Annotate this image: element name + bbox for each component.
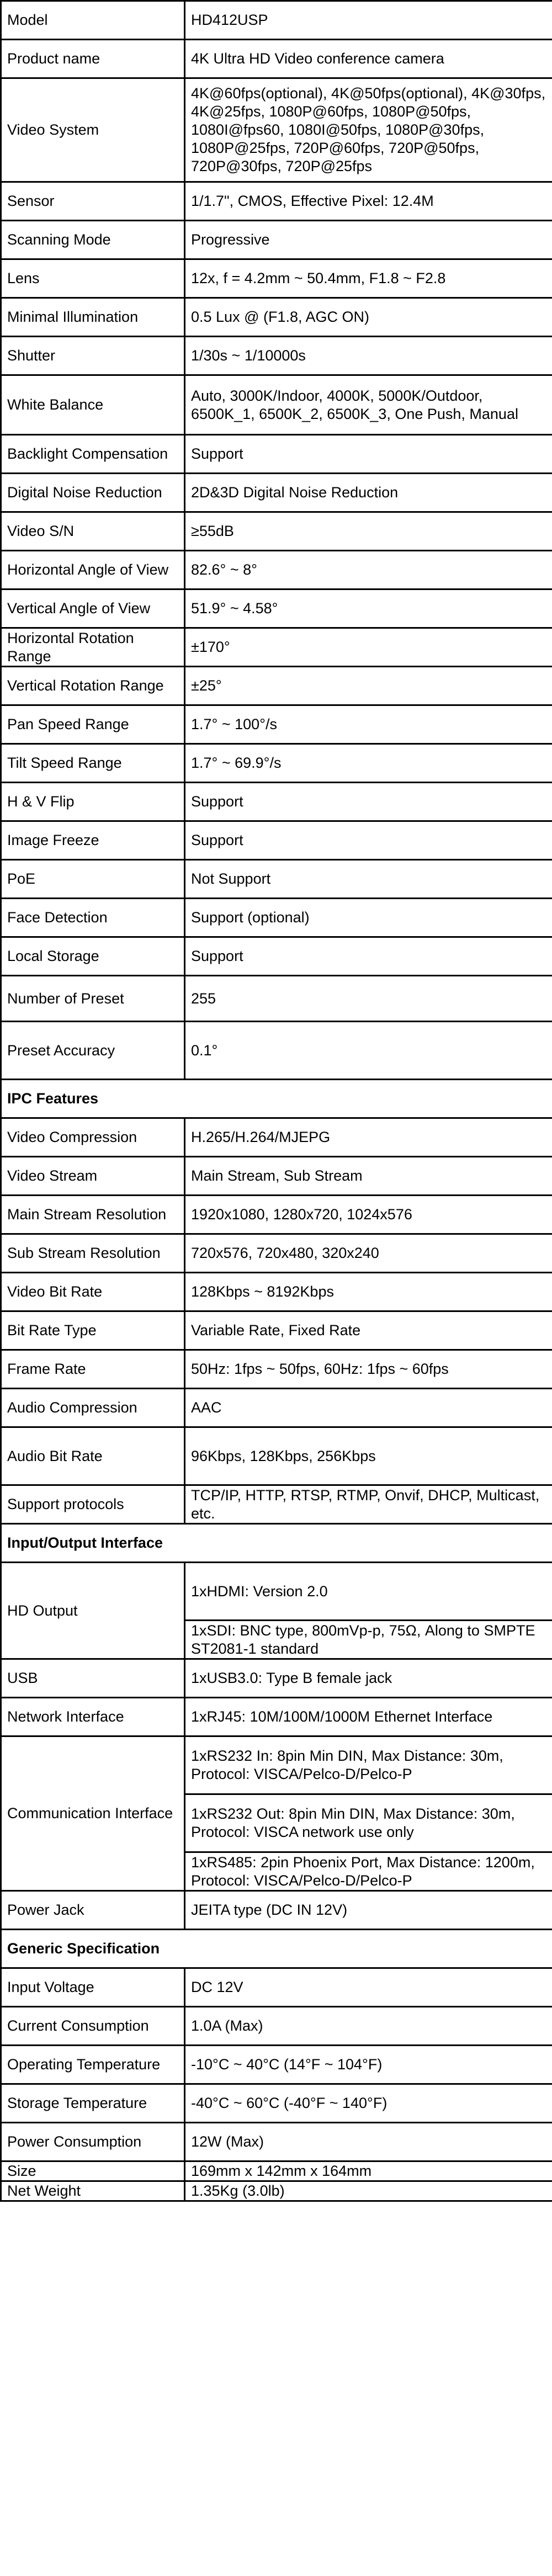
section-heading: IPC Features: [1, 1080, 552, 1118]
spec-label: Input Voltage: [1, 1968, 185, 2007]
spec-row: [1, 1350, 552, 1389]
spec-label: Sensor: [1, 182, 185, 221]
spec-label: Current Consumption: [1, 2007, 185, 2046]
spec-label: H & V Flip: [1, 783, 185, 821]
spec-value: ±25°: [185, 667, 552, 705]
spec-label: Communication Interface: [1, 1736, 185, 1891]
spec-value: H.265/H.264/MJEPG: [185, 1118, 552, 1157]
spec-row: [1, 783, 552, 821]
spec-row: [1, 589, 552, 628]
spec-label: Operating Temperature: [1, 2046, 185, 2084]
spec-row: [1, 1273, 552, 1311]
spec-label: Digital Noise Reduction: [1, 474, 185, 512]
spec-value: Auto, 3000K/Indoor, 4000K, 5000K/Outdoor, 6500K_1, 6500K_2, 6500K_3, One Push, Manual: [185, 375, 552, 435]
spec-row: [1, 1698, 552, 1736]
spec-row: [1, 1234, 552, 1273]
spec-value: Not Support: [185, 860, 552, 899]
spec-row: [1, 1, 552, 40]
spec-label: USB: [1, 1659, 185, 1698]
spec-row: [1, 2084, 552, 2123]
section-row: [1, 1930, 552, 1968]
spec-row: [1, 221, 552, 259]
spec-label: Horizontal Rotation Range: [1, 628, 185, 667]
spec-value: 2D&3D Digital Noise Reduction: [185, 474, 552, 512]
spec-label: Support protocols: [1, 1485, 185, 1524]
spec-row: [1, 40, 552, 78]
spec-row: [1, 1563, 552, 1621]
spec-label: Video Bit Rate: [1, 1273, 185, 1311]
spec-label: Scanning Mode: [1, 221, 185, 259]
spec-label: Pan Speed Range: [1, 705, 185, 744]
spec-label: Image Freeze: [1, 821, 185, 860]
spec-value: 4K Ultra HD Video conference camera: [185, 40, 552, 78]
spec-row: [1, 1891, 552, 1930]
spec-label: Audio Bit Rate: [1, 1427, 185, 1485]
spec-value: Progressive: [185, 221, 552, 259]
spec-label: Storage Temperature: [1, 2084, 185, 2123]
spec-value: 1920x1080, 1280x720, 1024x576: [185, 1196, 552, 1234]
spec-value: AAC: [185, 1389, 552, 1427]
spec-label: Face Detection: [1, 899, 185, 937]
section-row: [1, 1080, 552, 1118]
spec-value: 1xUSB3.0: Type B female jack: [185, 1659, 552, 1698]
spec-value: 1xHDMI: Version 2.0: [185, 1563, 552, 1621]
spec-label: Shutter: [1, 337, 185, 375]
spec-value: Main Stream, Sub Stream: [185, 1157, 552, 1196]
spec-label: Local Storage: [1, 937, 185, 976]
spec-value: ±170°: [185, 628, 552, 667]
spec-label: Horizontal Angle of View: [1, 551, 185, 589]
spec-value: 169mm x 142mm x 164mm: [185, 2161, 552, 2181]
section-heading: Generic Specification: [1, 1930, 552, 1968]
spec-label: Preset Accuracy: [1, 1022, 185, 1080]
spec-label: Main Stream Resolution: [1, 1196, 185, 1234]
spec-row: [1, 1196, 552, 1234]
spec-value: 1.35Kg (3.0lb): [185, 2181, 552, 2201]
spec-value: Support: [185, 821, 552, 860]
spec-value: Support: [185, 783, 552, 821]
spec-row: [1, 512, 552, 551]
spec-value: Variable Rate, Fixed Rate: [185, 1311, 552, 1350]
spec-value: 1/30s ~ 1/10000s: [185, 337, 552, 375]
spec-label: Bit Rate Type: [1, 1311, 185, 1350]
spec-label: Power Jack: [1, 1891, 185, 1930]
spec-value: ≥55dB: [185, 512, 552, 551]
spec-row: [1, 705, 552, 744]
spec-label: PoE: [1, 860, 185, 899]
spec-value: HD412USP: [185, 1, 552, 40]
spec-label: Model: [1, 1, 185, 40]
spec-row: [1, 551, 552, 589]
spec-value: 0.5 Lux @ (F1.8, AGC ON): [185, 298, 552, 337]
spec-label: Minimal Illumination: [1, 298, 185, 337]
spec-value: TCP/IP, HTTP, RTSP, RTMP, Onvif, DHCP, Multicast, etc.: [185, 1485, 552, 1524]
spec-value: -10°C ~ 40°C (14°F ~ 104°F): [185, 2046, 552, 2084]
spec-label: Lens: [1, 259, 185, 298]
spec-label: Number of Preset: [1, 976, 185, 1022]
spec-value: 50Hz: 1fps ~ 50fps, 60Hz: 1fps ~ 60fps: [185, 1350, 552, 1389]
spec-label: HD Output: [1, 1563, 185, 1659]
spec-value: Support: [185, 937, 552, 976]
spec-row: [1, 259, 552, 298]
spec-value: 1xSDI: BNC type, 800mVp-p, 75Ω, Along to SMPTE ST2081-1 standard: [185, 1621, 552, 1659]
spec-label: Tilt Speed Range: [1, 744, 185, 783]
spec-row: [1, 375, 552, 435]
spec-value: JEITA type (DC IN 12V): [185, 1891, 552, 1930]
spec-label: Network Interface: [1, 1698, 185, 1736]
spec-value: 1xRS232 Out: 8pin Min DIN, Max Distance: 30m, Protocol: VISCA network use only: [185, 1794, 552, 1852]
spec-value: DC 12V: [185, 1968, 552, 2007]
spec-row: [1, 1659, 552, 1698]
spec-value: Support: [185, 435, 552, 474]
spec-row: [1, 182, 552, 221]
spec-row: [1, 628, 552, 667]
spec-row: [1, 667, 552, 705]
spec-value: Support (optional): [185, 899, 552, 937]
spec-value: 128Kbps ~ 8192Kbps: [185, 1273, 552, 1311]
spec-row: [1, 337, 552, 375]
spec-label: Frame Rate: [1, 1350, 185, 1389]
spec-label: Audio Compression: [1, 1389, 185, 1427]
spec-value: 1xRS485: 2pin Phoenix Port, Max Distance: 1200m, Protocol: VISCA/Pelco-D/Pelco-P: [185, 1852, 552, 1891]
spec-label: Size: [1, 2161, 185, 2181]
spec-value: 0.1°: [185, 1022, 552, 1080]
spec-value: 1xRS232 In: 8pin Min DIN, Max Distance: 30m, Protocol: VISCA/Pelco-D/Pelco-P: [185, 1736, 552, 1794]
spec-row: [1, 474, 552, 512]
spec-row: [1, 1485, 552, 1524]
spec-row: [1, 744, 552, 783]
spec-label: Video Compression: [1, 1118, 185, 1157]
spec-value: 4K@60fps(optional), 4K@50fps(optional), 4K@30fps, 4K@25fps, 1080P@60fps, 1080P@50fps, 1080I@fps60, 1080I@50fps, 1080P@30fps, 1080P@25fps, 720P@60fps, 720P@50fps, 720P@30fps, 720P@25fps: [185, 78, 552, 182]
spec-row: [1, 1157, 552, 1196]
spec-row: [1, 860, 552, 899]
spec-row: [1, 2181, 552, 2201]
spec-row: [1, 1311, 552, 1350]
spec-value: 720x576, 720x480, 320x240: [185, 1234, 552, 1273]
spec-value: 82.6° ~ 8°: [185, 551, 552, 589]
spec-value: 255: [185, 976, 552, 1022]
spec-value: 96Kbps, 128Kbps, 256Kbps: [185, 1427, 552, 1485]
spec-label: Vertical Rotation Range: [1, 667, 185, 705]
spec-row: [1, 2161, 552, 2181]
spec-row: [1, 2123, 552, 2161]
spec-label: Video S/N: [1, 512, 185, 551]
spec-value: 12W (Max): [185, 2123, 552, 2161]
spec-row: [1, 2007, 552, 2046]
spec-value: 1.7° ~ 69.9°/s: [185, 744, 552, 783]
spec-label: Vertical Angle of View: [1, 589, 185, 628]
spec-row: [1, 1022, 552, 1080]
spec-label: Product name: [1, 40, 185, 78]
spec-label: Backlight Compensation: [1, 435, 185, 474]
spec-value: 1/1.7", CMOS, Effective Pixel: 12.4M: [185, 182, 552, 221]
spec-label: Net Weight: [1, 2181, 185, 2201]
spec-value: 1xRJ45: 10M/100M/1000M Ethernet Interface: [185, 1698, 552, 1736]
spec-row: [1, 435, 552, 474]
spec-row: [1, 1118, 552, 1157]
spec-label: Video System: [1, 78, 185, 182]
spec-row: [1, 1427, 552, 1485]
spec-value: 51.9° ~ 4.58°: [185, 589, 552, 628]
spec-table-body: [1, 1, 552, 2201]
spec-label: Video Stream: [1, 1157, 185, 1196]
spec-row: [1, 1736, 552, 1794]
spec-label: Sub Stream Resolution: [1, 1234, 185, 1273]
spec-value: -40°C ~ 60°C (-40°F ~ 140°F): [185, 2084, 552, 2123]
section-heading: Input/Output Interface: [1, 1524, 552, 1563]
spec-row: [1, 78, 552, 182]
spec-row: [1, 821, 552, 860]
spec-row: [1, 2046, 552, 2084]
spec-value: 1.0A (Max): [185, 2007, 552, 2046]
spec-row: [1, 976, 552, 1022]
spec-row: [1, 1968, 552, 2007]
spec-row: [1, 1389, 552, 1427]
spec-row: [1, 937, 552, 976]
spec-value: 12x, f = 4.2mm ~ 50.4mm, F1.8 ~ F2.8: [185, 259, 552, 298]
spec-row: [1, 298, 552, 337]
spec-row: [1, 899, 552, 937]
spec-value: 1.7° ~ 100°/s: [185, 705, 552, 744]
spec-label: Power Consumption: [1, 2123, 185, 2161]
spec-label: White Balance: [1, 375, 185, 435]
section-row: [1, 1524, 552, 1563]
